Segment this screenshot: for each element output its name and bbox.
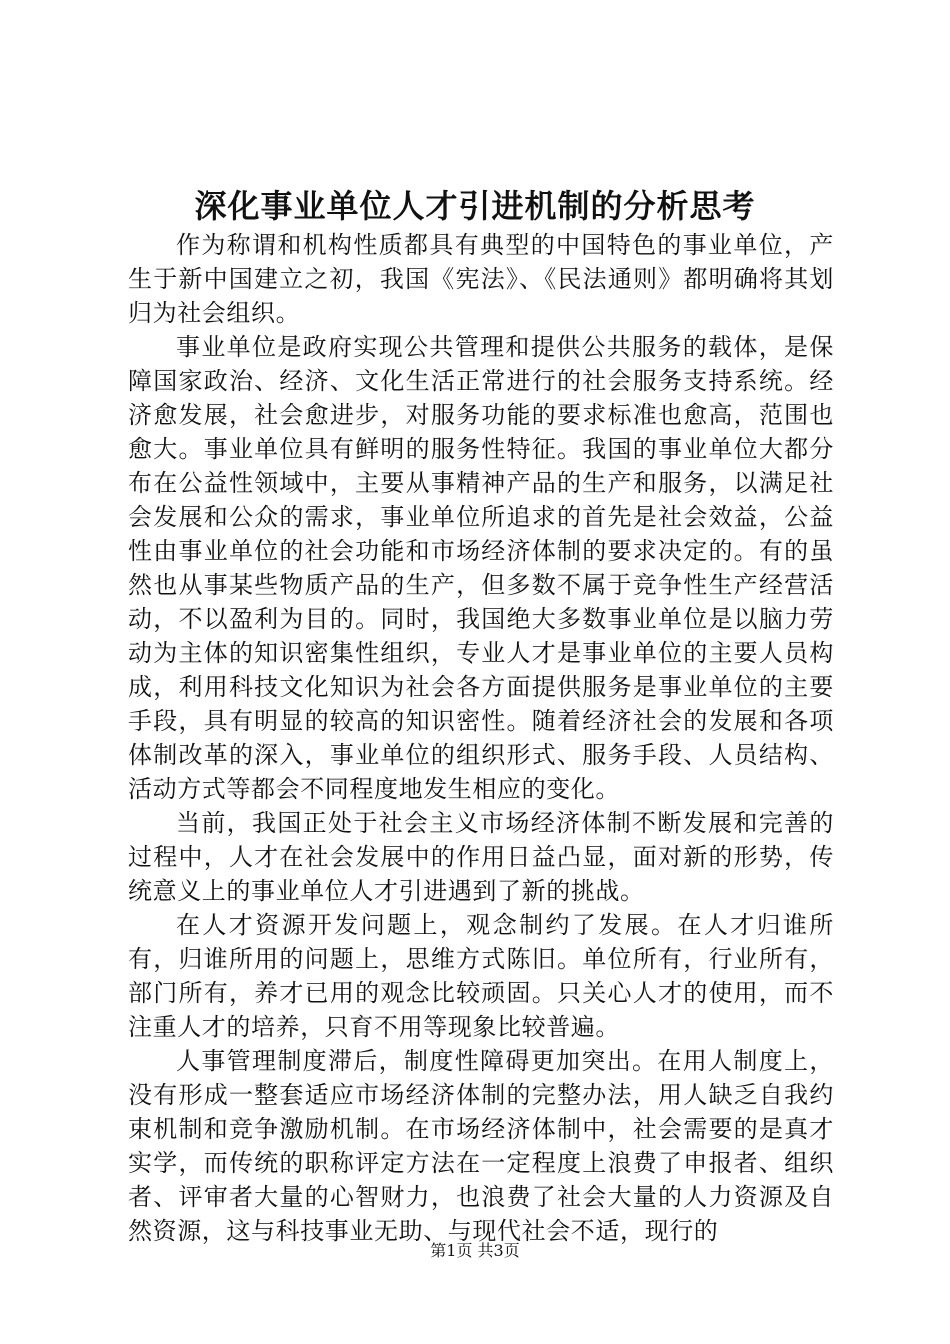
paragraph: 当前，我国正处于社会主义市场经济体制不断发展和完善的过程中，人才在社会发展中的作用日益凸显，面对新的形势，传统意义上的事业单位人才引进遇到了新的挑战。 [128, 809, 834, 905]
paragraph: 事业单位是政府实现公共管理和提供公共服务的载体，是保障国家政治、经济、文化生活正常进行的社会服务支持系统。经济愈发展，社会愈进步，对服务功能的要求标准也愈高，范围也愈大。事业单位具有鲜明的服务性特征。我国的事业单位大都分布在公益性领域中，主要从事精神产品的生产和服务，以满足社会发展和公众的需求，事业单位所追求的首先是社会效益，公益性由事业单位的社会功能和市场经济体制的要求决定的。有的虽然也从事某些物质产品的生产，但多数不属于竞争性生产经营活动，不以盈利为目的。同时，我国绝大多数事业单位是以脑力劳动为主体的知识密集性组织，专业人才是事业单位的主要人员构成，利用科技文化知识为社会各方面提供服务是事业单位的主要手段，具有明显的较高的知识密性。随着经济社会的发展和各项体制改革的深入，事业单位的组织形式、服务手段、人员结构、活动方式等都会不同程度地发生相应的变化。 [128, 333, 834, 803]
paragraph: 在人才资源开发问题上，观念制约了发展。在人才归谁所有，归谁所用的问题上，思维方式陈旧。单位所有，行业所有，部门所有，养才已用的观念比较顽固。只关心人才的使用，而不注重人才的培养，只育不用等现象比较普遍。 [128, 911, 834, 1041]
document-body [128, 228, 834, 1248]
paragraph: 人事管理制度滞后，制度性障碍更加突出。在用人制度上，没有形成一整套适应市场经济体制的完整办法，用人缺乏自我约束机制和竞争激励机制。在市场经济体制中，社会需要的是真才实学，而传统的职称评定方法在一定程度上浪费了申报者、组织者、评审者大量的心智财力，也浪费了社会大量的人力资源及自然资源，这与科技事业无助、与现代社会不适，现行的 [128, 1047, 834, 1245]
page-number-footer: 第1页 共3页 [430, 1241, 520, 1260]
paragraph: 作为称谓和机构性质都具有典型的中国特色的事业单位，产生于新中国建立之初，我国《宪法》、《民法通则》都明确将其划归为社会组织。 [128, 231, 834, 327]
document-title: 深化事业单位人才引进机制的分析思考 [194, 187, 756, 225]
